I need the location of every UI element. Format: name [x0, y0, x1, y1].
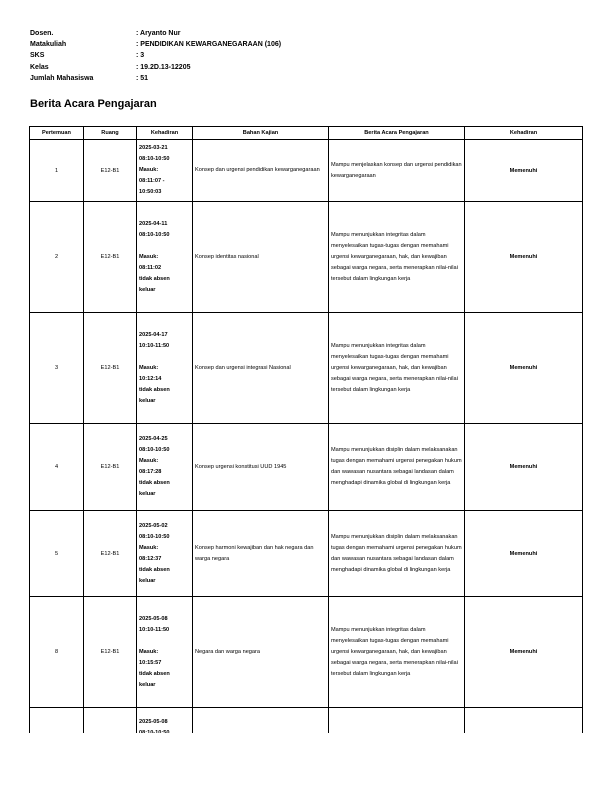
cell-status-kehadiran: Memenuhi	[465, 140, 583, 202]
kehadiran-line: 08:10-10:50	[139, 231, 170, 238]
cell-status-kehadiran: Memenuhi	[465, 597, 583, 708]
course-meta	[30, 28, 281, 84]
cell-pertemuan: 4	[30, 424, 84, 511]
cell-bahan-kajian: Konsep harmoni kewajiban dan hak negara dan warga negara	[193, 511, 329, 597]
kehadiran-line: 2025-03-21	[139, 145, 168, 151]
table-body	[30, 140, 583, 748]
kehadiran-line: Masuk:	[139, 364, 159, 371]
header-ruang: Ruang	[84, 127, 137, 140]
cell-kehadiran	[137, 313, 193, 424]
kehadiran-line: 10:50:03	[139, 189, 162, 195]
kehadiran-line: keluar	[139, 491, 156, 497]
meta-value: : 3	[136, 52, 145, 60]
table-row	[30, 313, 583, 424]
meta-label: Matakuliah	[30, 41, 67, 49]
meta-label: Jumlah Mahasiswa	[30, 74, 94, 82]
table-row	[30, 424, 583, 511]
meta-jumlah	[30, 73, 281, 84]
kehadiran-line: tidak absen	[139, 386, 170, 393]
meta-dosen	[30, 28, 281, 39]
table-header-row	[30, 127, 583, 140]
table-row	[30, 597, 583, 708]
kehadiran-line: Masuk:	[139, 167, 159, 173]
kehadiran-line: keluar	[139, 286, 156, 293]
cell-status-kehadiran: Memenuhi	[465, 202, 583, 313]
kehadiran-line	[139, 352, 190, 363]
header-berita-acara: Berita Acara Pengajaran	[329, 127, 465, 140]
table-row	[30, 202, 583, 313]
header-bahan-kajian: Bahan Kajian	[193, 127, 329, 140]
page-bottom-margin	[0, 733, 612, 792]
cell-berita-acara: Mampu menunjukkan integritas dalam menyelesaikan tugas-tugas dengan memahami urgensi kewarganegaraan, hak, dan kewajiban sebagai warga negara, serta menerapkan nilai-nilai tersebut dalam lingkungan kerja	[329, 597, 465, 708]
kehadiran-line: 08:10-10:50	[139, 156, 170, 162]
kehadiran-line: 10:12:14	[139, 375, 162, 382]
kehadiran-line: tidak absen	[139, 275, 170, 282]
cell-kehadiran	[137, 140, 193, 202]
header-status-kehadiran: Kehadiran	[465, 127, 583, 140]
meta-matakuliah	[30, 39, 281, 50]
kehadiran-line: 08:17:28	[139, 469, 162, 475]
kehadiran-line: Masuk:	[139, 544, 159, 551]
teaching-report-table	[29, 126, 583, 748]
cell-berita-acara: Mampu menunjukkan integritas dalam menyelesaikan tugas-tugas dengan memahami urgensi kewarganegaraan, hak, dan kewajiban sebagai warga negara, serta menerapkan nilai-nilai tersebut dalam lingkungan kerja	[329, 313, 465, 424]
meta-label: Kelas	[30, 63, 49, 71]
table-row	[30, 511, 583, 597]
cell-bahan-kajian: Konsep identitas nasional	[193, 202, 329, 313]
kehadiran-line: Masuk:	[139, 648, 159, 655]
cell-ruang: E12-B1	[84, 202, 137, 313]
meta-value: : PENDIDIKAN KEWARGANEGARAAN (106)	[136, 41, 282, 49]
cell-pertemuan: 2	[30, 202, 84, 313]
cell-ruang: E12-B1	[84, 597, 137, 708]
cell-ruang: E12-B1	[84, 140, 137, 202]
kehadiran-line: 2025-05-02	[139, 522, 168, 529]
kehadiran-line: 2025-04-11	[139, 220, 168, 227]
kehadiran-line: 08:12:37	[139, 555, 162, 562]
header-kehadiran: Kehadiran	[137, 127, 193, 140]
cell-kehadiran	[137, 424, 193, 511]
kehadiran-line: 08:10-10:50	[139, 533, 170, 540]
cell-pertemuan: 8	[30, 597, 84, 708]
meta-value: : 19.2D.13-12205	[136, 63, 191, 71]
kehadiran-line: tidak absen	[139, 566, 170, 573]
cell-bahan-kajian: Negara dan warga negara	[193, 597, 329, 708]
kehadiran-line: 10:15:57	[139, 659, 162, 666]
cell-kehadiran	[137, 202, 193, 313]
cell-bahan-kajian: Konsep dan urgensi pendidikan kewarganegaraan	[193, 140, 329, 202]
cell-ruang: E12-B1	[84, 424, 137, 511]
cell-berita-acara: Mampu menunjukkan integritas dalam menyelesaikan tugas-tugas dengan memahami urgensi kewarganegaraan, hak, dan kewajiban sebagai warga negara, serta menerapkan nilai-nilai tersebut dalam lingkungan kerja	[329, 202, 465, 313]
meta-label: SKS	[30, 52, 45, 60]
meta-sks	[30, 50, 281, 61]
cell-pertemuan: 3	[30, 313, 84, 424]
page-title: Berita Acara Pengajaran	[30, 98, 157, 110]
cell-berita-acara: Mampu menunjukkan disiplin dalam melaksanakan tugas dengan memahami urgensi penegakan hukum dan wawasan nusantara sebagai landasan dalam menghadapi dinamika global di lingkungan kerja	[329, 424, 465, 511]
cell-status-kehadiran: Memenuhi	[465, 313, 583, 424]
kehadiran-line: 10:10-11:50	[139, 626, 170, 633]
kehadiran-line: 10:10-11:50	[139, 342, 170, 349]
cell-kehadiran	[137, 597, 193, 708]
header-pertemuan: Pertemuan	[30, 127, 84, 140]
cell-berita-acara: Mampu menunjukkan disiplin dalam melaksanakan tugas dengan memahami urgensi penegakan hukum dan wawasan nusantara sebagai landasan dalam menghadapi dinamika global di lingkungan kerja	[329, 511, 465, 597]
kehadiran-line: 08:11:07 -	[139, 178, 165, 184]
kehadiran-line: tidak absen	[139, 480, 170, 486]
kehadiran-line	[139, 636, 190, 647]
kehadiran-line: 08:10-10:50	[139, 447, 170, 453]
kehadiran-line: 08:11:02	[139, 264, 162, 271]
kehadiran-line: Masuk:	[139, 253, 159, 260]
cell-berita-acara: Mampu menjelaskan konsep dan urgensi pendidikan kewarganegaraan	[329, 140, 465, 202]
cell-ruang: E12-B1	[84, 511, 137, 597]
cell-status-kehadiran: Memenuhi	[465, 424, 583, 511]
kehadiran-line: 2025-05-08	[139, 718, 168, 725]
cell-ruang: E12-B1	[84, 313, 137, 424]
cell-bahan-kajian: Konsep urgensi konstitusi UUD 1945	[193, 424, 329, 511]
kehadiran-line: keluar	[139, 577, 156, 584]
kehadiran-line: 2025-05-08	[139, 615, 168, 622]
meta-label: Dosen.	[30, 30, 54, 38]
cell-bahan-kajian: Konsep dan urgensi integrasi Nasional	[193, 313, 329, 424]
cell-pertemuan: 1	[30, 140, 84, 202]
kehadiran-line: keluar	[139, 397, 156, 404]
kehadiran-line	[139, 241, 190, 252]
meta-value: : 51	[136, 74, 149, 82]
kehadiran-line: keluar	[139, 681, 156, 688]
cell-kehadiran	[137, 511, 193, 597]
kehadiran-line: 2025-04-25	[139, 436, 168, 442]
table-row	[30, 140, 583, 202]
cell-pertemuan: 5	[30, 511, 84, 597]
cell-status-kehadiran: Memenuhi	[465, 511, 583, 597]
meta-value: : Aryanto Nur	[136, 30, 181, 38]
kehadiran-line: tidak absen	[139, 670, 170, 677]
kehadiran-line: 2025-04-17	[139, 331, 168, 338]
meta-kelas	[30, 62, 281, 73]
kehadiran-line: Masuk:	[139, 458, 159, 464]
